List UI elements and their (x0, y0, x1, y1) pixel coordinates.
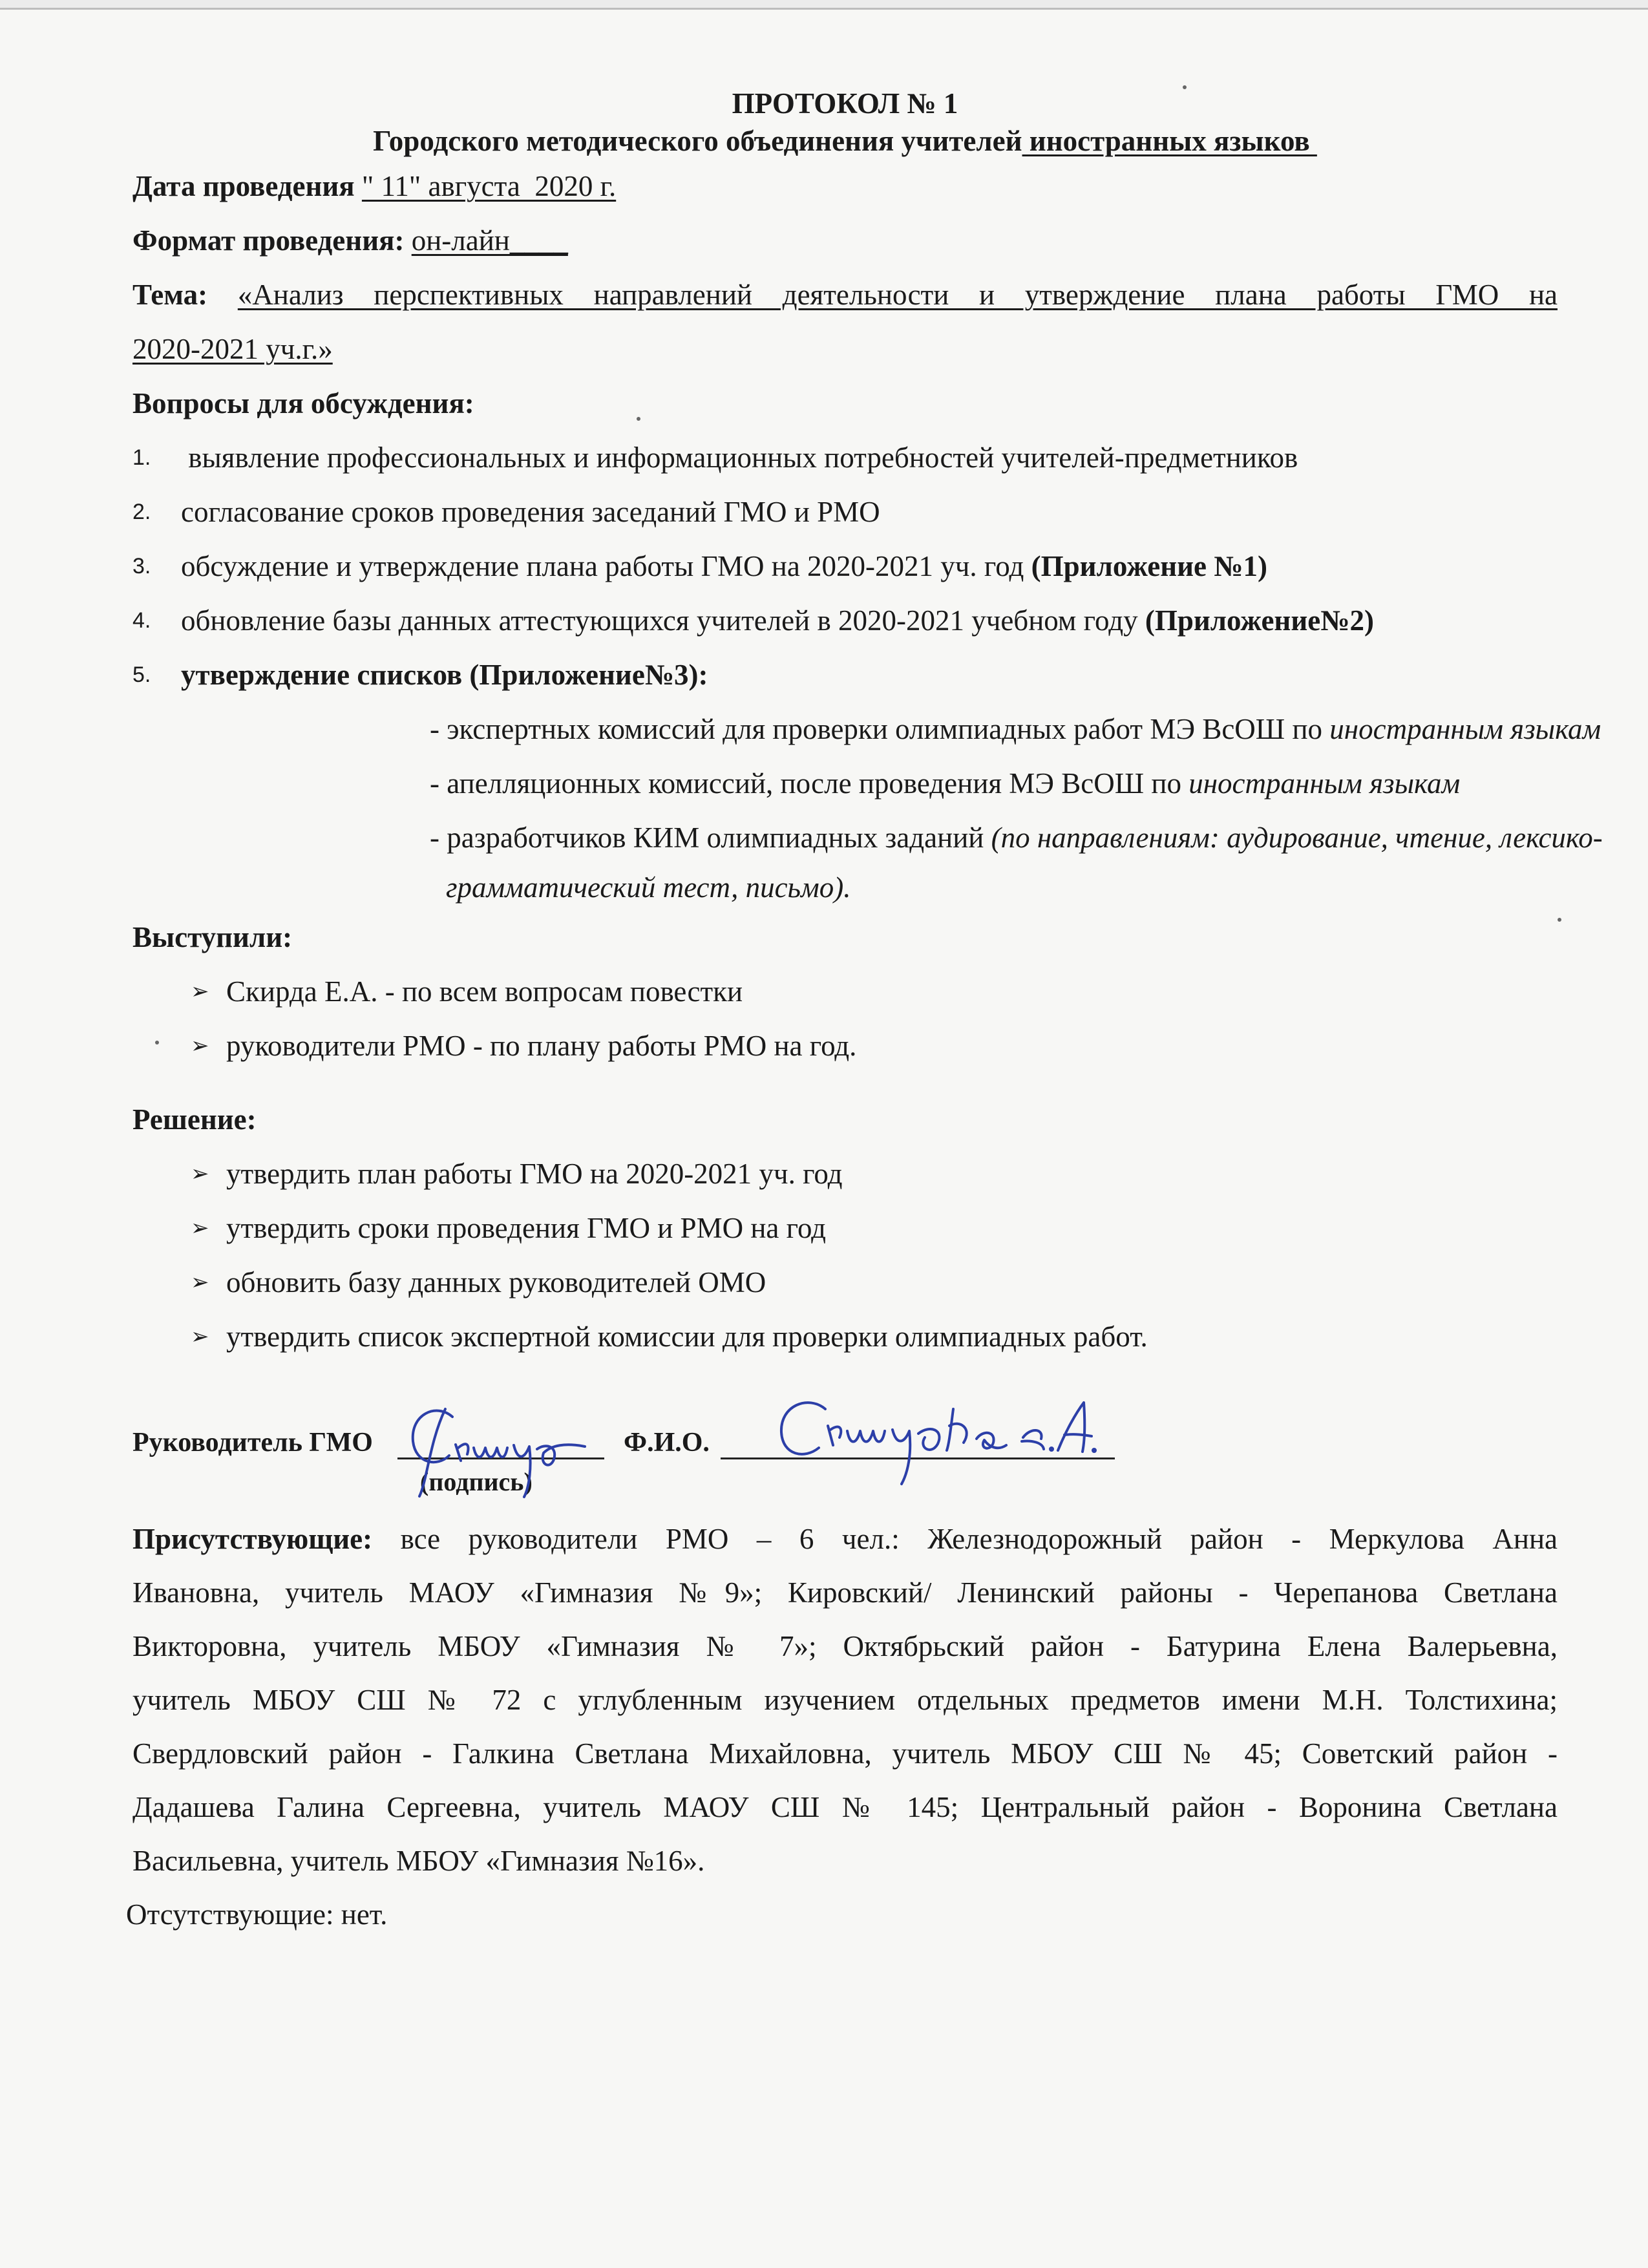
absent-line: Отсутствующие: нет. (126, 1898, 388, 1931)
meeting-format (132, 213, 1558, 268)
item-text: утвердить план работы ГМО на 2020-2021 уч. год (226, 1158, 843, 1190)
present-text: все руководители РМО – 6 чел.: Железнодорожный район - Меркулова Анна (400, 1523, 1558, 1555)
date-label: Дата проведения (132, 170, 355, 202)
sub-list-item (132, 702, 1601, 756)
list-item (132, 1201, 1558, 1255)
list-item (132, 648, 1558, 702)
questions-heading: Вопросы для обсуждения: (132, 387, 474, 419)
signature-caption: (подпись) (420, 1467, 533, 1496)
document-subtitle (132, 123, 1558, 159)
format-label: Формат проведения: (132, 224, 405, 257)
handwritten-fio (766, 1383, 1102, 1500)
questions-list (132, 430, 1603, 910)
list-item (132, 485, 1558, 539)
role-label: Руководитель ГМО (132, 1428, 373, 1457)
arrow-bullet-icon: ➢ (191, 1161, 209, 1187)
handwritten-signature (391, 1383, 604, 1512)
protocol-document (126, 71, 1603, 1942)
list-item (132, 1147, 1558, 1201)
item-number: 2. (132, 500, 151, 524)
scan-speck (1558, 918, 1561, 922)
topic-line-1: «Анализ перспективных направлений деятельности и утверждение плана работы ГМО на (237, 279, 1558, 311)
arrow-bullet-icon: ➢ (191, 979, 209, 1004)
sub-item-italic: иностранным языкам (1188, 767, 1461, 800)
item-text: Скирда Е.А. - по всем вопросам повестки (226, 975, 743, 1008)
item-text: утверждение списков (181, 659, 470, 691)
attendance-line: Викторовна, учитель МБОУ «Гимназия № 7»; Октябрьский район - Батурина Елена Валерьевна, (132, 1630, 1558, 1662)
sub-item-italic: иностранным языкам (1329, 713, 1601, 745)
present-label: Присутствующие: (132, 1523, 373, 1555)
attendance-line (132, 1512, 1558, 1566)
arrow-bullet-icon: ➢ (191, 1324, 209, 1350)
topic-label: Тема: (132, 279, 208, 311)
item-appendix: (Приложение№3): (469, 659, 708, 691)
item-text: утвердить сроки проведения ГМО и РМО на год (226, 1212, 827, 1244)
document-title: ПРОТОКОЛ № 1 (732, 87, 958, 120)
speakers-list (132, 964, 1558, 1073)
item-number: 1. (132, 445, 151, 470)
item-text: руководители РМО - по плану работы РМО на год. (226, 1030, 857, 1062)
arrow-bullet-icon: ➢ (191, 1033, 209, 1059)
sub-item-text: - апелляционных комиссий, после проведения МЭ ВсОШ по (430, 767, 1189, 800)
list-item (132, 430, 1558, 485)
sub-item-italic: (по направлениям: аудирование, чтение, лексико- (991, 821, 1603, 854)
date-value: " 11" августа 2020 г. (361, 170, 617, 202)
sub-list-item (132, 811, 1603, 865)
item-text: обсуждение и утверждение плана работы ГМО на 2020-2021 уч. год (181, 550, 1031, 582)
item-text: согласование сроков проведения заседаний ГМО и РМО (181, 496, 880, 528)
attendance-line: Ивановна, учитель МАОУ «Гимназия №9»; Кировский/ Ленинский районы - Черепанова Светлана (132, 1576, 1558, 1609)
meeting-date (132, 159, 1558, 213)
topic-line-2: 2020-2021 уч.г.» (132, 333, 333, 365)
attendance-line: учитель МБОУ СШ № 72 с углубленным изучением отдельных предметов имени М.Н. Толстихина; (132, 1684, 1558, 1716)
signature-block (132, 1409, 1558, 1496)
item-number: 3. (132, 554, 151, 578)
meeting-topic-cont (132, 322, 1558, 376)
sub-item-text: - экспертных комиссий для проверки олимпиадных работ МЭ ВсОШ по (430, 713, 1330, 745)
item-text: утвердить список экспертной комиссии для проверки олимпиадных работ. (226, 1320, 1148, 1353)
list-item (132, 1019, 1558, 1073)
attendance-line-last: Васильевна, учитель МБОУ «Гимназия №16». (132, 1845, 705, 1877)
item-number: 5. (132, 662, 151, 687)
arrow-bullet-icon: ➢ (191, 1215, 209, 1241)
attendance-block (126, 1512, 1558, 1942)
item-text: обновление базы данных аттестующихся учителей в 2020-2021 учебном году (181, 604, 1145, 637)
meeting-topic (132, 268, 1558, 322)
speakers-heading: Выступили: (132, 921, 293, 953)
attendance-line: Дадашева Галина Сергеевна, учитель МАОУ СШ № 145; Центральный район - Воронина Светлана (132, 1791, 1558, 1823)
item-number: 4. (132, 608, 151, 633)
list-item (132, 593, 1558, 648)
list-item (132, 964, 1558, 1019)
fio-label: Ф.И.О. (624, 1428, 710, 1457)
format-value: он-лайн____ (411, 224, 568, 257)
sub-list-item-continuation: грамматический тест, письмо). (446, 871, 851, 904)
arrow-bullet-icon: ➢ (191, 1269, 209, 1295)
list-item (132, 1255, 1558, 1309)
scan-edge (0, 0, 1648, 10)
attendance-line: Свердловский район - Галкина Светлана Михайловна, учитель МБОУ СШ № 45; Советский район - (132, 1737, 1558, 1770)
subtitle-subject: иностранных языков (1022, 125, 1317, 157)
sub-item-text: - разработчиков КИМ олимпиадных заданий (430, 821, 991, 854)
item-text: обновить базу данных руководителей ОМО (226, 1266, 766, 1298)
item-appendix: (Приложение №1) (1031, 550, 1267, 582)
decision-heading: Решение: (132, 1103, 257, 1136)
list-item (132, 1309, 1558, 1364)
sub-list-item (132, 756, 1558, 811)
list-item (132, 539, 1558, 593)
item-appendix: (Приложение№2) (1145, 604, 1374, 637)
item-text: выявление профессиональных и информационных потребностей учителей-предметников (181, 441, 1298, 474)
decision-list (132, 1147, 1558, 1364)
subtitle-prefix: Городского методического объединения учителей (373, 125, 1022, 157)
